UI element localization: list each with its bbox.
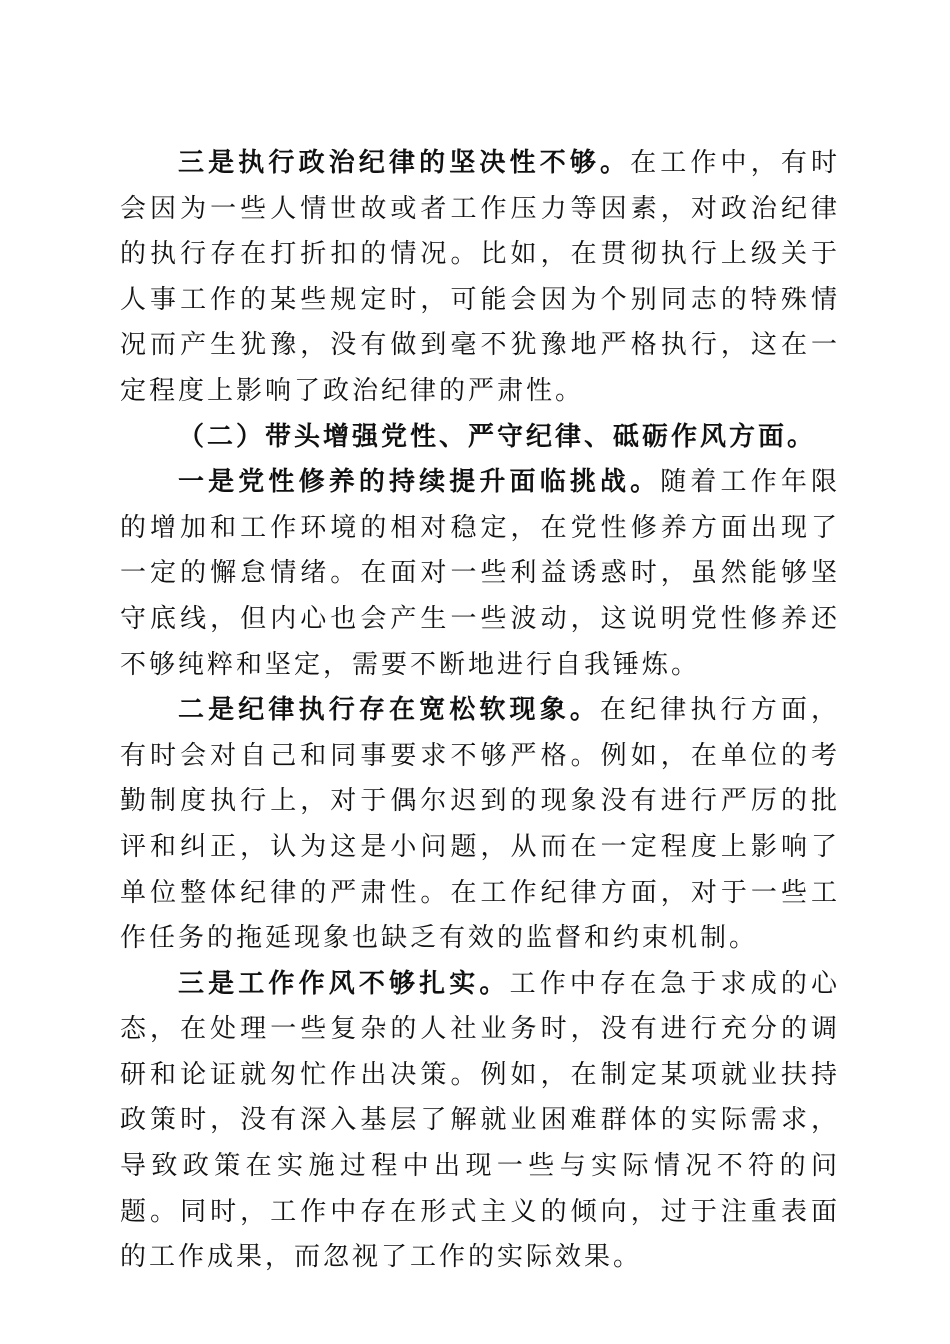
paragraph-body: 在工作中，有时会因为一些人情世故或者工作压力等因素，对政治纪律的执行存在打折扣的情况。比如，在贯彻执行上级关于人事工作的某些规定时，可能会因为个别同志的特殊情况而产生犹豫，没有做到毫不犹豫地严格执行，这在一定程度上影响了政治纪律的严肃性。 — [120, 148, 840, 406]
paragraph-lead: 三是执行政治纪律的坚决性不够。 — [178, 148, 631, 178]
paragraph-political-discipline — [120, 141, 840, 415]
paragraph-work-style — [120, 962, 840, 1281]
paragraph-body: 工作中存在急于求成的心态，在处理一些复杂的人社业务时，没有进行充分的调研和论证就匆忙作出决策。例如，在制定某项就业扶持政策时，没有深入基层了解就业困难群体的实际需求，导致政策在实施过程中出现一些与实际情况不符的问题。同时，工作中存在形式主义的倾向，过于注重表面的工作成果，而忽视了工作的实际效果。 — [120, 968, 840, 1273]
paragraph-body: 随着工作年限的增加和工作环境的相对稳定，在党性修养方面出现了一定的懈怠情绪。在面对一些利益诱惑时，虽然能够坚守底线，但内心也会产生一些波动，这说明党性修养还不够纯粹和坚定，需要不断地进行自我锤炼。 — [120, 467, 840, 680]
paragraph-lead: 一是党性修养的持续提升面临挑战。 — [178, 467, 661, 498]
paragraph-party-spirit — [120, 460, 840, 688]
paragraph-lead: 二是纪律执行存在宽松软现象。 — [178, 695, 600, 726]
paragraph-body: 在纪律执行方面，有时会对自己和同事要求不够严格。例如，在单位的考勤制度执行上，对于偶尔迟到的现象没有进行严厉的批评和纠正，认为这是小问题，从而在一定程度上影响了单位整体纪律的严肃性。在工作纪律方面，对于一些工作任务的拖延现象也缺乏有效的监督和约束机制。 — [120, 695, 840, 954]
section-heading: （二）带头增强党性、严守纪律、砥砺作风方面。 — [178, 421, 817, 452]
document-page — [120, 141, 840, 1281]
paragraph-lead: 三是工作作风不够扎实。 — [178, 968, 510, 999]
paragraph-discipline-enforcement — [120, 688, 840, 962]
